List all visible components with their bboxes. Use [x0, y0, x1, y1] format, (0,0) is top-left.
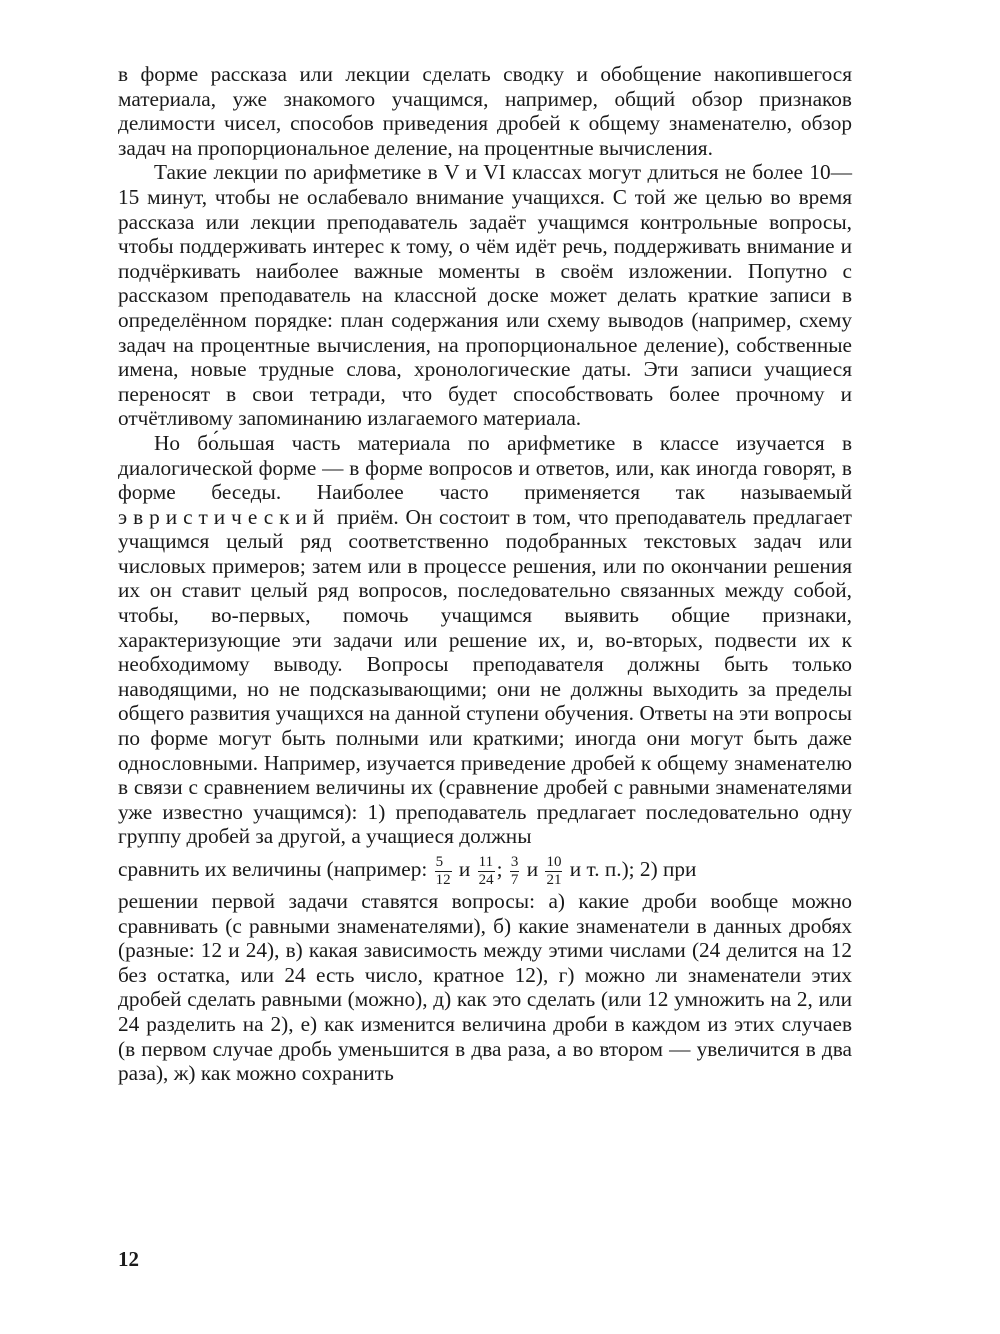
page-number: 12	[118, 1247, 139, 1271]
math-prefix: сравнить их величины (например:	[118, 857, 428, 881]
fractions-example-line	[118, 849, 852, 889]
paragraph-3-part-1: Но бо́льшая часть материала по арифметике в классе изучается в диалогической форме — в форме вопросов и ответов, или, как иногда говорят, в форме беседы. Наиболее часто применяется так называемый	[118, 430, 852, 505]
fraction-5-12: $\frac{5}{12}$	[435, 853, 451, 888]
semicolon: ;	[496, 857, 503, 881]
paragraph-1: в форме рассказа или лекции сделать сводку и обобщение накопившегося материала, уже знакомого учащимся, например, общий обзор признаков делимости чисел, способов приведения дробей к общему знаменателю, обзор задач на пропорциональное деление, на процентные вычисления.	[118, 62, 852, 160]
conjunction: и	[458, 857, 471, 881]
math-suffix: и т. п.); 2) при	[569, 857, 697, 881]
conjunction: и	[526, 857, 539, 881]
spaced-term-heuristic: эвристический	[118, 504, 331, 529]
page-body-text	[118, 62, 852, 1086]
paragraph-3	[118, 431, 852, 849]
paragraph-3-continuation: решении первой задачи ставятся вопросы: а) какие дроби вообще можно сравнивать (с равными знаменателями), б) какие знаменатели в данных дробях (разные: 12 и 24), в) какая зависимость между этими числами (24 делится на 12 без остатка, или 24 есть число, кратное 12), г) можно ли знаменатели этих дробей сделать равными (можно), д) как это сделать (или 12 умножить на 2, или 24 разделить на 2), е) как изменится величина дроби в каждом из этих случаев (в первом случае дробь уменьшится в два раза, а во втором — увеличится в два раза), ж) как можно сохранить	[118, 889, 852, 1086]
paragraph-3-part-2: приём. Он состоит в том, что преподаватель предлагает учащимся целый ряд соответственно подобранных текстовых задач или числовых примеров; затем или в процессе решения, или по окончании решения их он ставит целый ряд вопросов, последовательно связанных между собой, чтобы, во-первых, помочь учащимся выявить общие признаки, характеризующие эти задачи или решение их, и, во-вторых, подвести их к необходимому выводу. Вопросы преподавателя должны быть только наводящими, но не подсказывающими; они не должны выходить за пределы общего развития учащихся на данной ступени обучения. Ответы на эти вопросы по форме могут быть полными или краткими; иногда они могут быть даже однословными. Например, изучается приведение дробей к общему знаменателю в связи с сравнением величины их (сравнение дробей с равными знаменателями уже известно учащимся): 1) преподаватель предлагает последовательно одну группу дробей за другой, а учащиеся должны	[118, 504, 852, 849]
fraction-10-21: $\frac{10}{21}$	[546, 853, 562, 888]
fraction-3-7: $\frac{3}{7}$	[510, 853, 519, 888]
paragraph-2: Такие лекции по арифметике в V и VI классах могут длиться не более 10—15 минут, чтобы не ослабевало внимание учащихся. С той же целью во время рассказа или лекции преподаватель задаёт учащимся контрольные вопросы, чтобы поддерживать интерес к тому, о чём идёт речь, поддерживать внимание и подчёркивать наиболее важные моменты в своём изложении. Попутно с рассказом преподаватель на классной доске может делать краткие записи в определённом порядке: план содержания или схему выводов (например, схему задач на процентные вычисления, на пропорциональное деление), собственные имена, новые трудные слова, хронологические даты. Эти записи учащиеся переносят в свои тетради, что будет способствовать более прочному и отчётливому запоминанию излагаемого материала.	[118, 160, 852, 431]
fraction-11-24: $\frac{11}{24}$	[478, 853, 494, 888]
